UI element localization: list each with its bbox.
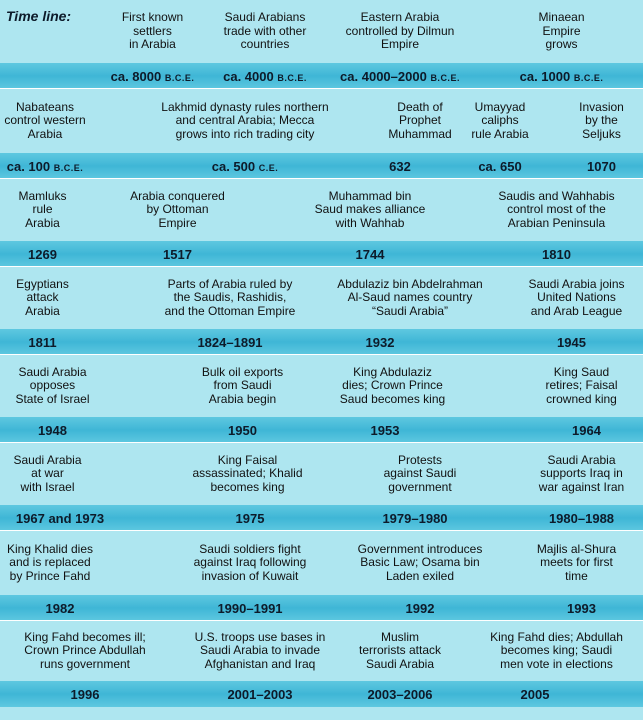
event-row xyxy=(0,179,643,241)
date-cell xyxy=(170,681,350,707)
date-band xyxy=(0,329,643,355)
date-label xyxy=(542,247,571,262)
date-cell xyxy=(480,63,643,89)
date-label xyxy=(163,247,192,262)
date-value: 1744 xyxy=(355,246,385,262)
date-cell xyxy=(85,241,270,267)
date-cell xyxy=(450,681,620,707)
date-label xyxy=(236,511,265,526)
date-label xyxy=(38,423,67,438)
event-description: Minaean Empire grows xyxy=(538,10,585,52)
event-cell xyxy=(510,267,643,329)
date-cell xyxy=(520,505,643,531)
event-description: Bulk oil exports from Saudi Arabia begin xyxy=(201,364,284,406)
date-cell xyxy=(90,153,400,179)
date-era: B.C.E. xyxy=(430,72,460,83)
date-cell xyxy=(330,595,510,621)
date-cell xyxy=(320,63,480,89)
date-cell xyxy=(150,505,350,531)
event-cell xyxy=(0,267,85,329)
date-cell xyxy=(0,329,85,355)
date-label xyxy=(549,511,614,526)
date-cell xyxy=(560,153,643,179)
event-description: King Saud retires; Faisal crowned king xyxy=(545,364,618,406)
date-era: B.C.E. xyxy=(164,72,195,83)
date-label xyxy=(46,601,75,616)
event-description: King Fahd becomes ill; Crown Prince Abdullah runs government xyxy=(24,629,146,671)
date-value: 1269 xyxy=(28,246,57,262)
date-label xyxy=(28,247,57,262)
date-label xyxy=(228,423,257,438)
event-description: Eastern Arabia controlled by Dilmun Empire xyxy=(345,10,455,52)
date-cell xyxy=(290,329,470,355)
event-row xyxy=(0,355,643,417)
event-description: Saudi Arabia at war with Israel xyxy=(13,452,82,494)
date-cell xyxy=(500,329,643,355)
date-value: 1982 xyxy=(45,600,75,616)
event-row xyxy=(0,267,643,329)
date-value: 2003–2006 xyxy=(367,686,433,702)
date-value: 1811 xyxy=(28,334,57,350)
event-cell xyxy=(90,89,400,153)
event-description: Invasion by the Seljuks xyxy=(579,99,624,141)
date-label xyxy=(356,247,385,262)
date-cell xyxy=(0,681,170,707)
date-cell xyxy=(0,595,120,621)
date-value: ca. 8000 xyxy=(110,68,162,84)
date-label xyxy=(382,511,447,526)
event-cell xyxy=(0,621,170,681)
event-cell xyxy=(0,531,100,595)
date-cell xyxy=(0,153,90,179)
date-band xyxy=(0,417,643,443)
date-value: ca. 500 xyxy=(211,158,256,174)
date-label xyxy=(340,69,460,84)
event-description: Arabia conquered by Ottoman Empire xyxy=(130,188,225,230)
event-description: King Fahd dies; Abdullah becomes king; Saudi men vote in elections xyxy=(490,629,623,671)
date-label xyxy=(572,423,601,438)
event-cell xyxy=(270,179,470,241)
event-description: Muhammad bin Saud makes alliance with Wahhab xyxy=(314,188,426,230)
event-description: Lakhmid dynasty rules northern and central Arabia; Mecca grows into rich trading city xyxy=(161,99,329,141)
event-description: Saudi Arabia opposes State of Israel xyxy=(15,364,90,406)
date-band xyxy=(0,153,643,179)
event-description: Saudis and Wahhabis control most of the Arabian Peninsula xyxy=(498,188,615,230)
date-label xyxy=(111,69,195,84)
date-label xyxy=(366,335,395,350)
event-cell xyxy=(0,179,85,241)
date-value: 1980–1988 xyxy=(548,510,615,526)
date-cell xyxy=(210,63,320,89)
event-cell xyxy=(510,531,643,595)
date-value: 1975 xyxy=(235,510,265,526)
date-label xyxy=(406,601,435,616)
date-value: 1932 xyxy=(365,334,395,350)
event-cell xyxy=(330,621,470,681)
date-value: 1996 xyxy=(70,686,100,702)
date-label xyxy=(212,159,279,174)
date-value: 1950 xyxy=(228,422,257,438)
event-description: Saudi Arabians trade with other countries xyxy=(223,10,307,52)
date-label xyxy=(28,335,56,350)
date-value: 2001–2003 xyxy=(227,686,293,702)
date-value: 1517 xyxy=(163,246,192,262)
date-value: 1070 xyxy=(587,158,616,174)
event-description: Mamluks rule Arabia xyxy=(18,188,67,230)
date-era: B.C.E. xyxy=(53,162,84,173)
event-description: Egyptians attack Arabia xyxy=(16,276,69,318)
date-era: C.E. xyxy=(258,162,279,173)
date-cell xyxy=(520,595,643,621)
date-value: ca. 4000–2000 xyxy=(340,68,427,84)
date-cell xyxy=(95,63,210,89)
event-cell xyxy=(560,89,643,153)
event-cell xyxy=(340,443,500,505)
date-label xyxy=(71,687,100,702)
date-value: 1948 xyxy=(38,422,67,438)
date-label xyxy=(567,601,596,616)
date-band xyxy=(0,595,643,621)
date-value: 1979–1980 xyxy=(382,510,448,526)
date-value: ca. 1000 xyxy=(519,68,571,84)
event-description: Umayyad caliphs rule Arabia xyxy=(471,99,529,141)
event-cell xyxy=(0,89,90,153)
date-label xyxy=(587,159,616,174)
date-label xyxy=(478,159,521,174)
date-label xyxy=(367,687,432,702)
event-description: King Abdulaziz dies; Crown Prince Saud becomes king xyxy=(339,364,446,406)
event-description: Saudi soldiers fight against Iraq following invasion of Kuwait xyxy=(193,541,307,583)
event-row xyxy=(0,443,643,505)
event-description: Government introduces Basic Law; Osama bin Laden exiled xyxy=(357,541,483,583)
event-description: Saudi Arabia joins United Nations and Arab League xyxy=(528,276,625,318)
event-cell xyxy=(85,179,270,241)
event-row xyxy=(0,621,643,681)
date-cell xyxy=(530,417,643,443)
event-cell xyxy=(470,621,643,681)
date-value: 2005 xyxy=(520,686,550,702)
date-value: 1824–1891 xyxy=(197,334,263,350)
event-cell xyxy=(0,443,95,505)
event-description: Parts of Arabia ruled by the Saudis, Rashidis, and the Ottoman Empire xyxy=(164,276,296,318)
timeline-title: Time line: xyxy=(6,8,72,24)
date-cell xyxy=(0,505,120,531)
date-cell xyxy=(360,153,440,179)
date-label xyxy=(223,69,307,84)
date-cell xyxy=(440,153,560,179)
date-cell xyxy=(470,241,643,267)
date-cell xyxy=(270,241,470,267)
date-label xyxy=(389,159,411,174)
event-row xyxy=(0,0,643,63)
date-cell xyxy=(0,241,85,267)
date-cell xyxy=(330,505,500,531)
event-cell xyxy=(290,267,530,329)
event-description: King Faisal assassinated; Khalid becomes king xyxy=(192,452,303,494)
date-label xyxy=(7,159,84,174)
date-cell xyxy=(150,595,350,621)
date-label xyxy=(217,601,282,616)
date-era: B.C.E. xyxy=(277,72,307,83)
date-cell xyxy=(0,417,105,443)
event-cell xyxy=(320,0,480,63)
event-cell xyxy=(315,355,470,417)
date-era: B.C.E. xyxy=(573,72,604,83)
date-band xyxy=(0,681,643,707)
date-label xyxy=(557,335,586,350)
date-label xyxy=(520,69,604,84)
date-value: 1990–1991 xyxy=(217,600,283,616)
date-label xyxy=(227,687,292,702)
date-value: 1967 and 1973 xyxy=(15,510,105,526)
event-description: Saudi Arabia supports Iraq in war against Iran xyxy=(538,452,625,494)
date-value: ca. 650 xyxy=(478,158,522,174)
date-band xyxy=(0,241,643,267)
date-value: 1810 xyxy=(542,246,571,262)
date-value: 1953 xyxy=(370,422,400,438)
event-description: Majlis al-Shura meets for first time xyxy=(536,541,617,583)
date-cell xyxy=(300,417,470,443)
event-cell xyxy=(210,0,320,63)
event-cell xyxy=(480,0,643,63)
date-band xyxy=(0,63,643,89)
date-label xyxy=(197,335,262,350)
event-row xyxy=(0,531,643,595)
event-description: First known settlers in Arabia xyxy=(121,10,184,52)
event-description: Nabateans control western Arabia xyxy=(4,99,86,141)
event-cell xyxy=(170,621,350,681)
event-cell xyxy=(520,355,643,417)
event-cell xyxy=(440,89,560,153)
event-cell xyxy=(95,0,210,63)
date-label xyxy=(521,687,550,702)
date-value: 1993 xyxy=(567,600,596,616)
event-cell xyxy=(520,443,643,505)
event-cell xyxy=(0,355,105,417)
date-label xyxy=(371,423,400,438)
event-description: Abdulaziz bin Abdelrahman Al-Saud names country “Saudi Arabia” xyxy=(337,276,483,318)
event-description: Muslim terrorists attack Saudi Arabia xyxy=(358,629,442,671)
date-value: 1945 xyxy=(557,334,586,350)
event-description: Death of Prophet Muhammad xyxy=(388,99,452,141)
event-cell xyxy=(470,179,643,241)
event-row xyxy=(0,89,643,153)
date-value: ca. 100 xyxy=(6,158,51,174)
event-description: U.S. troops use bases in Saudi Arabia to invade Afghanistan and Iraq xyxy=(194,629,326,671)
date-value: 632 xyxy=(389,158,411,174)
date-value: ca. 4000 xyxy=(223,68,274,84)
date-label xyxy=(16,511,104,526)
event-description: Protests against Saudi government xyxy=(383,452,457,494)
date-value: 1992 xyxy=(405,600,435,616)
event-description: King Khalid dies and is replaced by Prince Fahd xyxy=(6,541,94,583)
date-band xyxy=(0,505,643,531)
date-value: 1964 xyxy=(572,422,601,438)
event-cell xyxy=(320,531,520,595)
date-cell xyxy=(330,681,470,707)
